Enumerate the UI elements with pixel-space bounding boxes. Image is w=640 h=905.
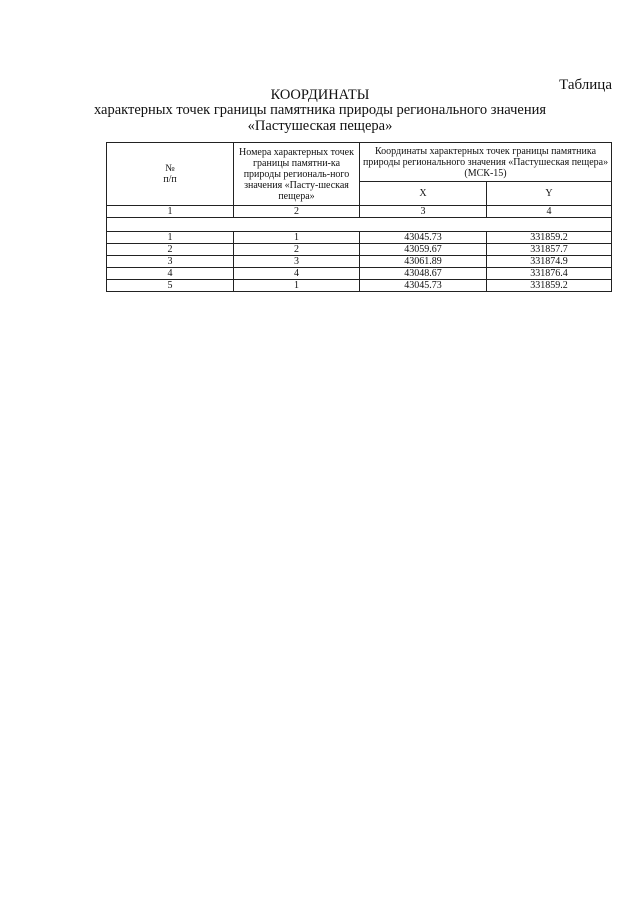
document-subtitle-line-1: характерных точек границы памятника природы регионального значения — [93, 102, 547, 118]
cell-y: 331857.7 — [487, 244, 612, 256]
cell-point: 1 — [234, 280, 360, 292]
cell-number: 5 — [107, 280, 234, 292]
column-number-1: 1 — [107, 206, 234, 218]
cell-number: 1 — [107, 232, 234, 244]
header-number: № п/п — [107, 143, 234, 206]
header-x: X — [360, 182, 487, 206]
table-label: Таблица — [559, 77, 612, 93]
cell-point: 2 — [234, 244, 360, 256]
cell-point: 3 — [234, 256, 360, 268]
cell-x: 43045.73 — [360, 280, 487, 292]
table-row — [107, 244, 612, 256]
cell-number: 3 — [107, 256, 234, 268]
empty-cell — [107, 218, 612, 232]
cell-y: 331876.4 — [487, 268, 612, 280]
header-point-number: Номера характерных точек границы памятни-ка природы региональ-ного значения «Пасту-шеская пещера» — [234, 143, 360, 206]
cell-x: 43059.67 — [360, 244, 487, 256]
cell-y: 331859.2 — [487, 232, 612, 244]
document-title: КООРДИНАТЫ — [270, 87, 370, 103]
table-row — [107, 232, 612, 244]
cell-point: 4 — [234, 268, 360, 280]
empty-row — [107, 218, 612, 232]
header-y: Y — [487, 182, 612, 206]
table-row — [107, 256, 612, 268]
table-row — [107, 268, 612, 280]
cell-y: 331859.2 — [487, 280, 612, 292]
cell-x: 43045.73 — [360, 232, 487, 244]
table-row — [107, 280, 612, 292]
column-number-4: 4 — [487, 206, 612, 218]
column-number-2: 2 — [234, 206, 360, 218]
cell-y: 331874.9 — [487, 256, 612, 268]
coordinates-table — [106, 142, 612, 292]
column-number-3: 3 — [360, 206, 487, 218]
cell-point: 1 — [234, 232, 360, 244]
cell-x: 43061.89 — [360, 256, 487, 268]
cell-number: 4 — [107, 268, 234, 280]
document-subtitle-line-2: «Пастушеская пещера» — [247, 118, 393, 134]
cell-x: 43048.67 — [360, 268, 487, 280]
column-numbers-row — [107, 206, 612, 218]
cell-number: 2 — [107, 244, 234, 256]
header-row-top — [107, 143, 612, 182]
header-coordinates: Координаты характерных точек границы памятника природы регионального значения «Пастушеская пещера» (МСК-15) — [360, 143, 612, 182]
